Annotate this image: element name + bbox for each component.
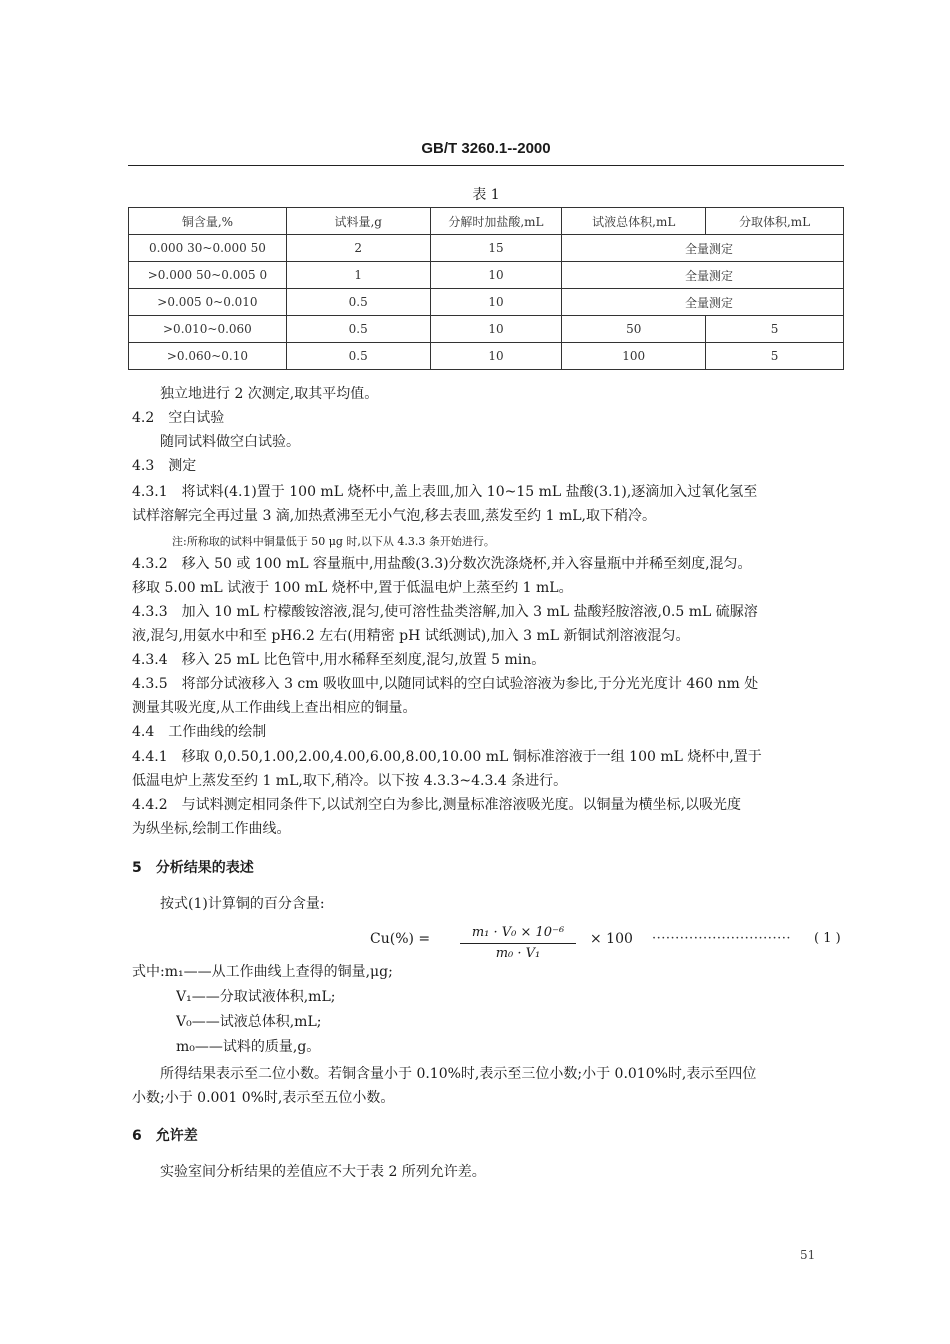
cell-sample-mass: 0.5: [286, 289, 430, 316]
table-row: [129, 289, 844, 316]
section-4-3-1-line2: 试样溶解完全再过量 3 滴,加热煮沸至无小气泡,移去表皿,蒸发至约 1 mL,取下稍冷。: [132, 508, 656, 524]
section-6-title: 6 允许差: [132, 1128, 198, 1144]
result-rule-line1: 所得结果表示至二位小数。若铜含量小于 0.10%时,表示至三位小数;小于 0.010%时,表示至四位: [160, 1066, 757, 1082]
dot-leader: ······························: [652, 931, 791, 946]
cell-total-volume: 100: [562, 343, 706, 370]
section-4-4-2-line2: 为纵坐标,绘制工作曲线。: [132, 821, 291, 837]
cell-copper-content: >0.060~0.10: [129, 343, 287, 370]
col-header-copper-content: 铜含量,%: [129, 208, 287, 235]
cell-full-measurement: 全量测定: [562, 262, 844, 289]
table-header-row: [129, 208, 844, 235]
cell-hcl-volume: 10: [430, 262, 562, 289]
where-v1: V₁——分取试液体积,mL;: [176, 989, 336, 1005]
cell-sample-mass: 2: [286, 235, 430, 262]
where-m1: 式中:m₁——从工作曲线上查得的铜量,μg;: [132, 964, 393, 980]
section-4-3-2-line2: 移取 5.00 mL 试液于 100 mL 烧杯中,置于低温电炉上蒸至约 1 mL。: [132, 580, 573, 596]
fraction-bar: [460, 943, 576, 944]
independent-measurement-text: 独立地进行 2 次测定,取其平均值。: [160, 386, 379, 402]
standard-code-header: GB/T 3260.1--2000: [421, 140, 551, 157]
where-v0: V₀——试液总体积,mL;: [176, 1014, 322, 1030]
section-4-3-4: 4.3.4 移入 25 mL 比色管中,用水稀释至刻度,混匀,放置 5 min。: [132, 652, 546, 668]
cell-full-measurement: 全量测定: [562, 235, 844, 262]
cell-hcl-volume: 10: [430, 316, 562, 343]
cell-copper-content: >0.010~0.060: [129, 316, 287, 343]
cell-full-measurement: 全量测定: [562, 289, 844, 316]
section-6-text: 实验室间分析结果的差值应不大于表 2 所列允许差。: [160, 1164, 486, 1180]
table-row: [129, 235, 844, 262]
cell-hcl-volume: 15: [430, 235, 562, 262]
note-text: 注:所称取的试料中铜量低于 50 μg 时,以下从 4.3.3 条开始进行。: [172, 535, 495, 548]
result-rule-line2: 小数;小于 0.001 0%时,表示至五位小数。: [132, 1090, 395, 1106]
section-5-intro: 按式(1)计算铜的百分含量:: [160, 896, 325, 912]
formula-tail: × 100: [590, 931, 633, 947]
section-4-3-3-line2: 液,混匀,用氨水中和至 pH6.2 左右(用精密 pH 试纸测试),加入 3 mL 新铜试剂溶液混匀。: [132, 628, 690, 644]
formula-fraction: [454, 924, 582, 963]
cell-sample-mass: 0.5: [286, 316, 430, 343]
section-4-3-5-line2: 测量其吸光度,从工作曲线上查出相应的铜量。: [132, 700, 417, 716]
cell-sample-mass: 1: [286, 262, 430, 289]
section-4-2-text: 随同试料做空白试验。: [160, 434, 300, 450]
section-4-3-3-line1: 4.3.3 加入 10 mL 柠檬酸铵溶液,混匀,使可溶性盐类溶解,加入 3 mL 盐酸羟胺溶液,0.5 mL 硫脲溶: [132, 604, 758, 620]
table-1: [128, 207, 844, 370]
formula-1: [132, 924, 844, 964]
header-rule: [128, 165, 844, 166]
section-4-3-5-line1: 4.3.5 将部分试液移入 3 cm 吸收皿中,以随同试料的空白试验溶液为参比,于分光光度计 460 nm 处: [132, 676, 759, 692]
section-4-4-2-line1: 4.4.2 与试料测定相同条件下,以试剂空白为参比,测量标准溶液吸光度。以铜量为横坐标,以吸光度: [132, 797, 741, 813]
section-4-4-1-line1: 4.4.1 移取 0,0.50,1.00,2.00,4.00,6.00,8.00,10.00 mL 铜标准溶液于一组 100 mL 烧杯中,置于: [132, 749, 762, 765]
section-4-3-2-line1: 4.3.2 移入 50 或 100 mL 容量瓶中,用盐酸(3.3)分数次洗涤烧杯,并入容量瓶中并稀至刻度,混匀。: [132, 556, 752, 572]
cell-hcl-volume: 10: [430, 343, 562, 370]
table-title: 表 1: [472, 187, 500, 203]
section-4-4-title: 4.4 工作曲线的绘制: [132, 724, 267, 740]
section-4-2-title: 4.2 空白试验: [132, 410, 225, 426]
col-header-sample-mass: 试料量,g: [286, 208, 430, 235]
section-4-3-1-line1: 4.3.1 将试料(4.1)置于 100 mL 烧杯中,盖上表皿,加入 10~15 mL 盐酸(3.1),逐滴加入过氧化氢至: [132, 484, 758, 500]
formula-numerator: m₁ · V₀ × 10⁻⁶: [471, 925, 565, 940]
col-header-hcl-volume: 分解时加盐酸,mL: [430, 208, 562, 235]
table-row: [129, 262, 844, 289]
section-4-4-1-line2: 低温电炉上蒸发至约 1 mL,取下,稍冷。以下按 4.3.3~4.3.4 条进行。: [132, 773, 568, 789]
cell-hcl-volume: 10: [430, 289, 562, 316]
formula-denominator: m₀ · V₁: [495, 946, 541, 961]
where-m0: m₀——试料的质量,g。: [176, 1039, 321, 1055]
cell-sample-mass: 0.5: [286, 343, 430, 370]
cell-aliquot-volume: 5: [706, 316, 844, 343]
cell-copper-content: >0.005 0~0.010: [129, 289, 287, 316]
col-header-aliquot-volume: 分取体积,mL: [706, 208, 844, 235]
cell-copper-content: 0.000 30~0.000 50: [129, 235, 287, 262]
table-row: [129, 343, 844, 370]
cell-copper-content: >0.000 50~0.005 0: [129, 262, 287, 289]
section-4-3-title: 4.3 测定: [132, 458, 197, 474]
cell-aliquot-volume: 5: [706, 343, 844, 370]
formula-lhs: Cu(%) =: [370, 931, 431, 947]
table-row: [129, 316, 844, 343]
equation-number: ( 1 ): [814, 931, 841, 946]
col-header-total-volume: 试液总体积,mL: [562, 208, 706, 235]
section-5-title: 5 分析结果的表述: [132, 860, 254, 876]
cell-total-volume: 50: [562, 316, 706, 343]
page-number: 51: [800, 1248, 816, 1262]
